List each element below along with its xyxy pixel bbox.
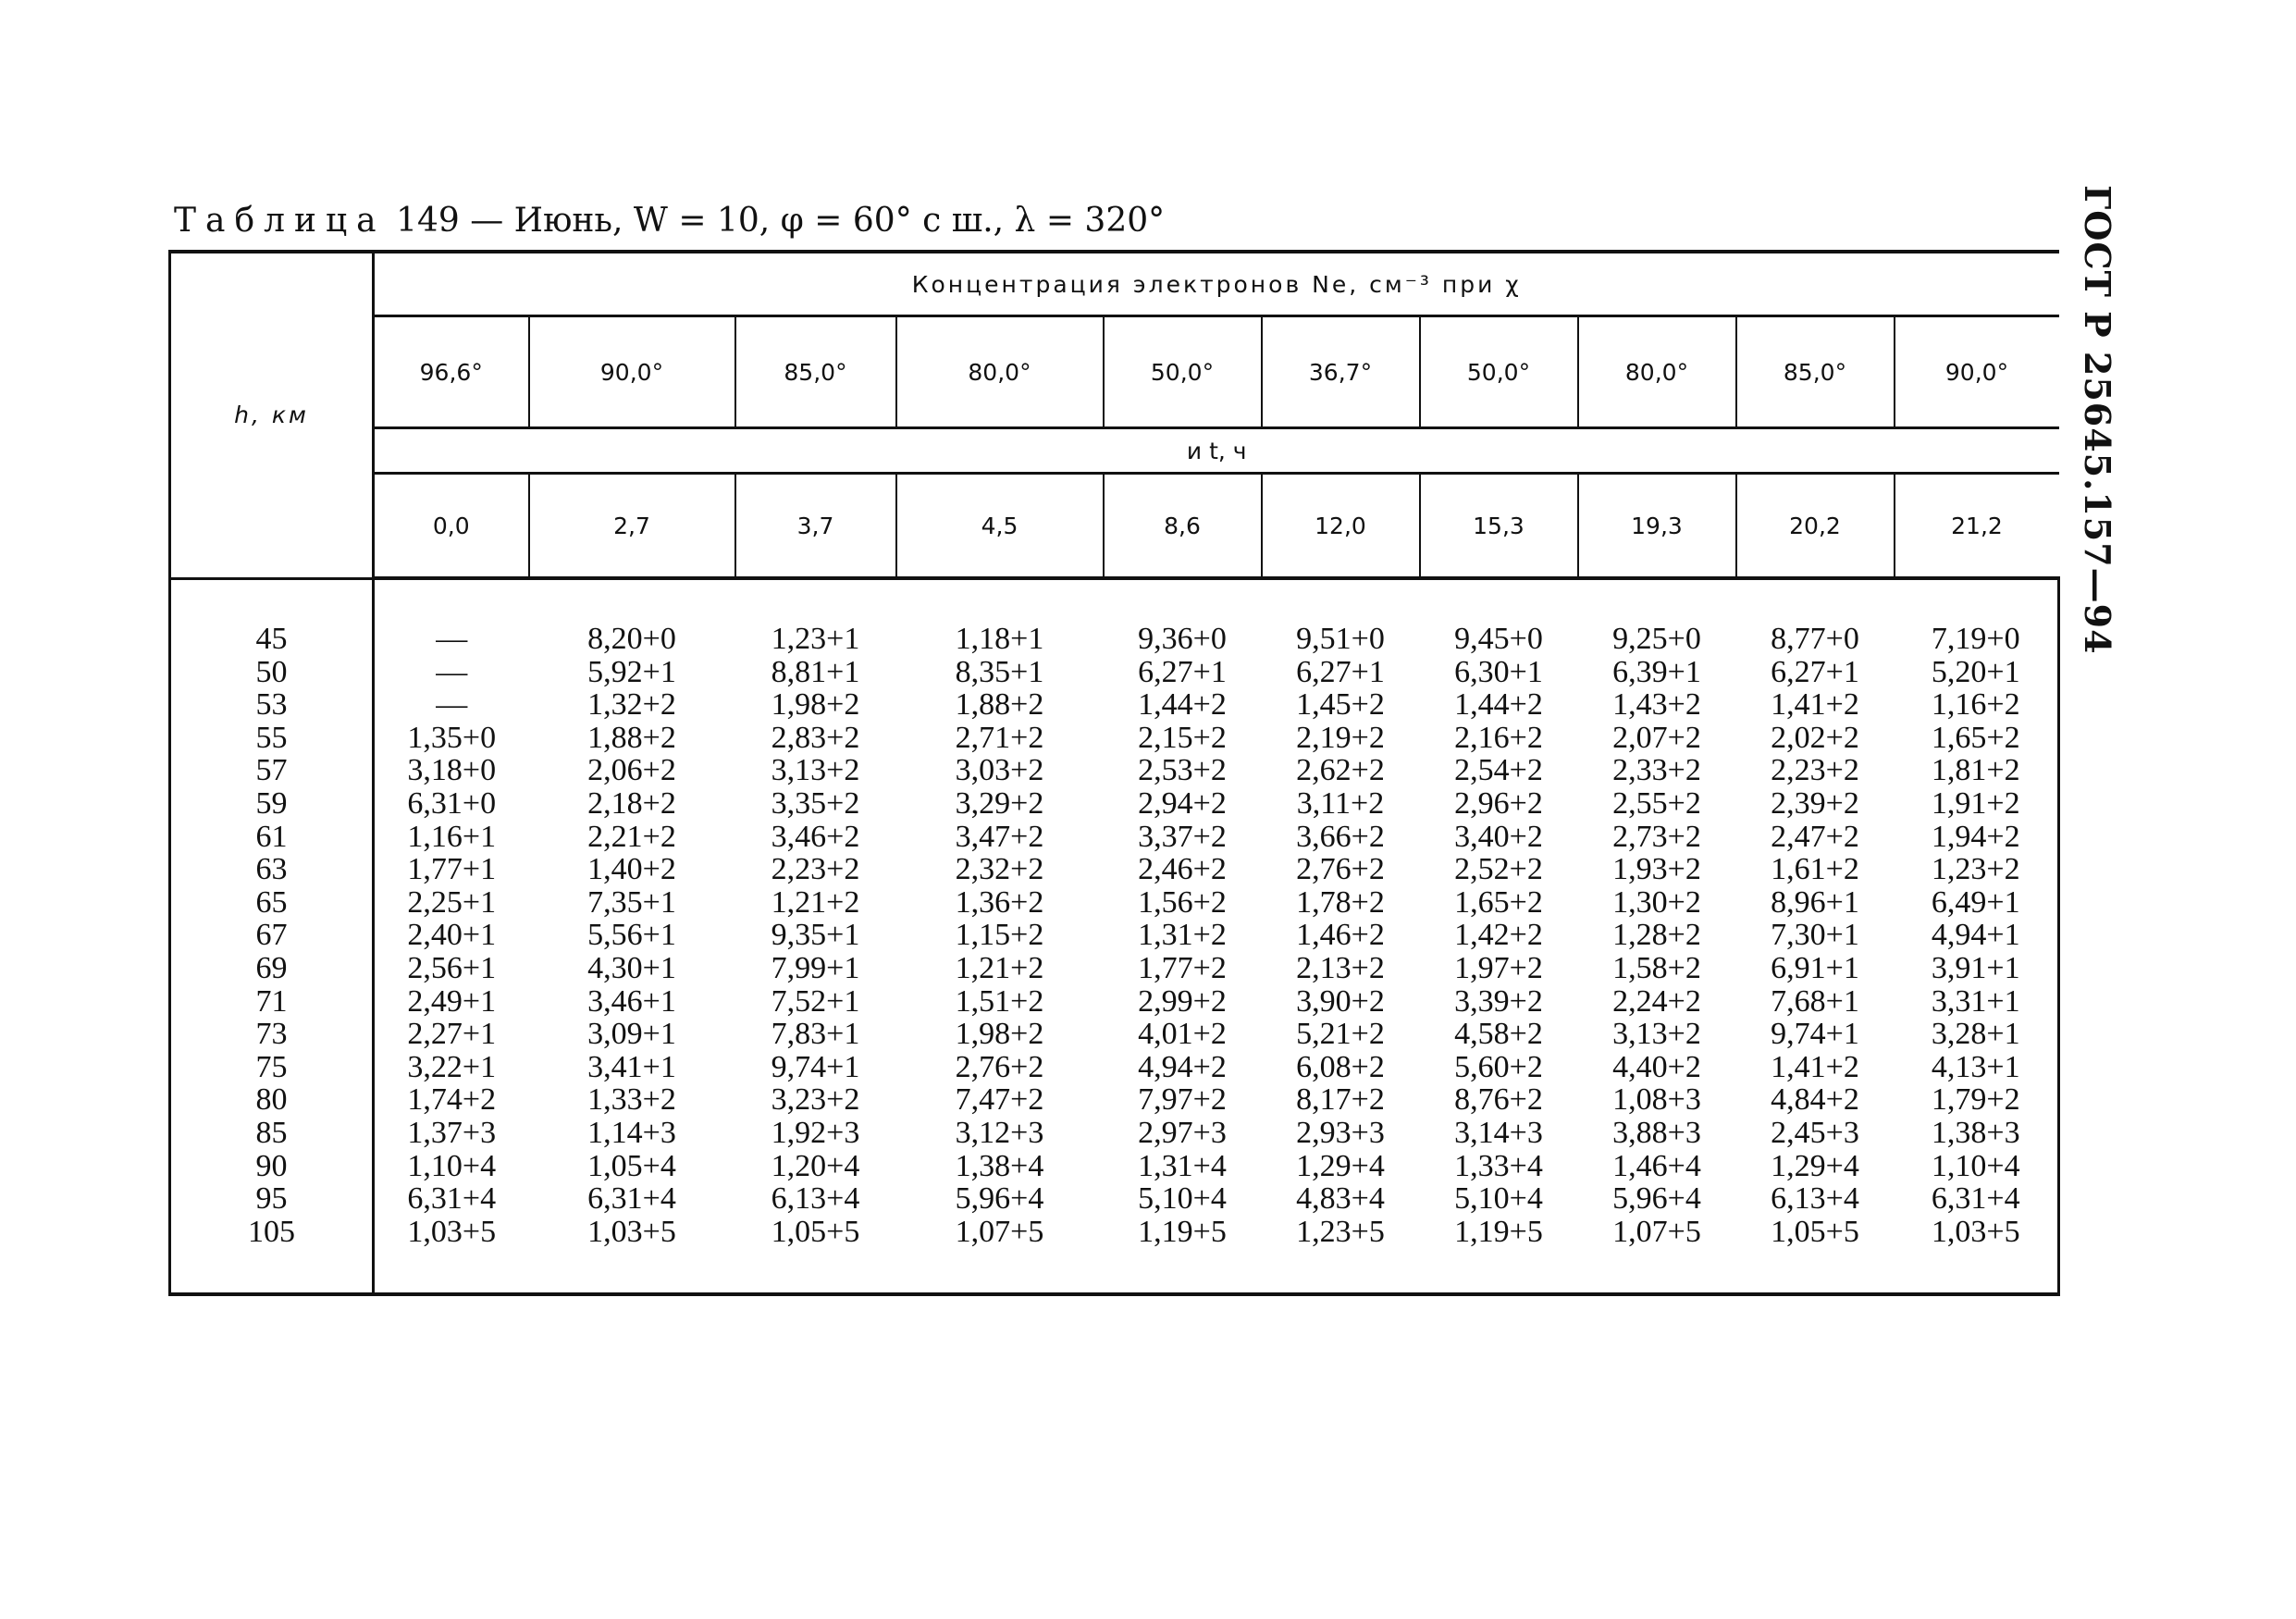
concentration-cell: — <box>436 654 468 689</box>
altitude-cell: 55 <box>170 722 374 755</box>
table-row <box>170 886 2059 920</box>
concentration-cell: 8,20+0 <box>587 622 676 656</box>
concentration-cell: 6,13+4 <box>1771 1181 1859 1217</box>
concentration-cell: 1,21+2 <box>771 884 860 920</box>
concentration-cell: 3,41+1 <box>587 1049 676 1084</box>
concentration-cell: 6,13+4 <box>771 1181 860 1217</box>
concentration-cell: 1,23+5 <box>1296 1214 1385 1249</box>
concentration-cell: 3,09+1 <box>587 1017 676 1052</box>
concentration-cell: 1,78+2 <box>1296 884 1385 920</box>
concentration-cell: 3,46+1 <box>587 983 676 1019</box>
concentration-cell: 1,35+0 <box>407 720 497 755</box>
concentration-cell: 3,13+2 <box>771 753 860 788</box>
concentration-cell: 2,27+1 <box>407 1017 497 1052</box>
time-group-header: и t, ч <box>374 428 2059 474</box>
concentration-cell: 1,65+2 <box>1454 884 1543 920</box>
concentration-cell: 3,39+2 <box>1454 983 1543 1019</box>
concentration-cell: 1,98+2 <box>771 687 860 723</box>
concentration-cell: 7,30+1 <box>1771 918 1859 953</box>
electron-concentration-table <box>168 250 2060 1296</box>
altitude-cell: 57 <box>170 754 374 787</box>
concentration-cell: 8,17+2 <box>1296 1082 1385 1118</box>
table-body <box>170 578 2059 1294</box>
concentration-cell: 2,18+2 <box>587 785 676 821</box>
concentration-cell: 1,03+5 <box>587 1214 676 1249</box>
concentration-cell: 1,42+2 <box>1454 918 1543 953</box>
concentration-cell: 1,08+3 <box>1612 1082 1701 1118</box>
concentration-cell: 1,36+2 <box>955 884 1044 920</box>
concentration-cell: 2,15+2 <box>1138 720 1227 755</box>
concentration-cell: 1,05+4 <box>587 1148 676 1183</box>
concentration-cell: 1,81+2 <box>1895 754 2059 787</box>
concentration-cell: 7,99+1 <box>771 950 860 985</box>
concentration-cell: 3,91+1 <box>1895 952 2059 985</box>
concentration-cell: 2,52+2 <box>1454 852 1543 887</box>
chi-header-cell: 50,0° <box>1420 316 1578 428</box>
concentration-cell: 1,91+2 <box>1895 787 2059 821</box>
concentration-cell: 2,97+3 <box>1138 1115 1227 1150</box>
concentration-cell: 7,47+2 <box>955 1082 1044 1118</box>
time-header-cell: 19,3 <box>1578 474 1736 579</box>
concentration-cell: 1,07+5 <box>955 1214 1044 1249</box>
table-row <box>170 919 2059 952</box>
concentration-cell: 1,20+4 <box>771 1148 860 1183</box>
time-header-cell: 20,2 <box>1736 474 1895 579</box>
concentration-cell: 4,94+2 <box>1138 1049 1227 1084</box>
concentration-cell: 3,13+2 <box>1612 1017 1701 1052</box>
concentration-cell: 2,49+1 <box>407 983 497 1019</box>
table-row <box>170 1150 2059 1183</box>
concentration-cell: 1,77+1 <box>407 852 497 887</box>
time-header-cell: 15,3 <box>1420 474 1578 579</box>
concentration-cell: 1,28+2 <box>1612 918 1701 953</box>
concentration-cell: 3,12+3 <box>955 1115 1044 1150</box>
concentration-cell: 1,10+4 <box>407 1148 497 1183</box>
concentration-cell: 2,13+2 <box>1296 950 1385 985</box>
concentration-cell: 2,47+2 <box>1771 819 1859 854</box>
table-row <box>170 578 2059 656</box>
concentration-cell: 2,06+2 <box>587 753 676 788</box>
concentration-cell: 1,97+2 <box>1454 950 1543 985</box>
concentration-cell: 5,10+4 <box>1454 1181 1543 1217</box>
concentration-cell: 2,02+2 <box>1771 720 1859 755</box>
concentration-cell: 6,27+1 <box>1138 654 1227 689</box>
concentration-cell: 3,88+3 <box>1612 1115 1701 1150</box>
concentration-cell: 1,29+4 <box>1296 1148 1385 1183</box>
altitude-cell: 73 <box>170 1018 374 1051</box>
table-row <box>170 1083 2059 1117</box>
concentration-cell: 1,65+2 <box>1895 722 2059 755</box>
concentration-cell: 5,96+4 <box>1612 1181 1701 1217</box>
concentration-cell: 1,05+5 <box>771 1214 860 1249</box>
concentration-cell: 2,56+1 <box>407 950 497 985</box>
concentration-cell: 6,27+1 <box>1296 654 1385 689</box>
table-row <box>170 853 2059 886</box>
concentration-cell: 6,31+4 <box>587 1181 676 1217</box>
concentration-cell: 4,84+2 <box>1771 1082 1859 1118</box>
concentration-cell: 1,31+2 <box>1138 918 1227 953</box>
concentration-cell: 1,23+1 <box>771 622 860 656</box>
concentration-cell: 2,76+2 <box>1296 852 1385 887</box>
concentration-cell: 2,33+2 <box>1612 753 1701 788</box>
concentration-cell: 1,32+2 <box>587 687 676 723</box>
concentration-cell: 7,19+0 <box>1895 578 2059 656</box>
concentration-cell: 2,23+2 <box>1771 753 1859 788</box>
concentration-cell: 2,07+2 <box>1612 720 1701 755</box>
concentration-cell: 3,37+2 <box>1138 819 1227 854</box>
altitude-cell: 63 <box>170 853 374 886</box>
concentration-cell: 2,93+3 <box>1296 1115 1385 1150</box>
concentration-cell: 2,39+2 <box>1771 785 1859 821</box>
concentration-cell: 8,35+1 <box>955 654 1044 689</box>
table-row <box>170 1117 2059 1150</box>
altitude-cell: 90 <box>170 1150 374 1183</box>
concentration-cell: 1,77+2 <box>1138 950 1227 985</box>
chi-header-cell: 90,0° <box>1895 316 2059 428</box>
concentration-cell: 1,07+5 <box>1612 1214 1701 1249</box>
table-row <box>170 722 2059 755</box>
altitude-cell: 80 <box>170 1083 374 1117</box>
concentration-cell: 1,29+4 <box>1771 1148 1859 1183</box>
concentration-cell: 2,45+3 <box>1771 1115 1859 1150</box>
concentration-cell: 3,28+1 <box>1895 1018 2059 1051</box>
concentration-cell: 4,58+2 <box>1454 1017 1543 1052</box>
concentration-cell: 2,62+2 <box>1296 753 1385 788</box>
altitude-cell: 71 <box>170 985 374 1019</box>
time-header-cell: 21,2 <box>1895 474 2059 579</box>
table-row <box>170 688 2059 722</box>
table-row <box>170 1018 2059 1051</box>
concentration-cell: 3,31+1 <box>1895 985 2059 1019</box>
concentration-cell: 2,71+2 <box>955 720 1044 755</box>
concentration-cell: 8,76+2 <box>1454 1082 1543 1118</box>
local-time-row <box>170 474 2059 579</box>
concentration-cell: 6,31+0 <box>407 785 497 821</box>
altitude-cell: 53 <box>170 688 374 722</box>
concentration-cell: 2,32+2 <box>955 852 1044 887</box>
altitude-cell: 67 <box>170 919 374 952</box>
concentration-cell: 9,51+0 <box>1296 622 1385 656</box>
concentration-cell: 2,73+2 <box>1612 819 1701 854</box>
concentration-cell: 1,98+2 <box>955 1017 1044 1052</box>
chi-header-cell: 80,0° <box>1578 316 1736 428</box>
concentration-cell: 1,61+2 <box>1771 852 1859 887</box>
concentration-cell: 2,94+2 <box>1138 785 1227 821</box>
concentration-cell: 1,19+5 <box>1138 1214 1227 1249</box>
concentration-cell: 1,03+5 <box>407 1214 497 1249</box>
altitude-header: h, км <box>170 252 374 578</box>
concentration-cell: 6,08+2 <box>1296 1049 1385 1084</box>
concentration-cell: 4,83+4 <box>1296 1181 1385 1217</box>
concentration-cell: 2,54+2 <box>1454 753 1543 788</box>
concentration-cell: 1,56+2 <box>1138 884 1227 920</box>
time-header-cell: 3,7 <box>735 474 896 579</box>
time-header-cell: 8,6 <box>1104 474 1262 579</box>
concentration-cell: 1,94+2 <box>1895 821 2059 854</box>
altitude-cell: 59 <box>170 787 374 821</box>
concentration-cell: 3,35+2 <box>771 785 860 821</box>
concentration-cell: 2,76+2 <box>955 1049 1044 1084</box>
concentration-cell: 8,96+1 <box>1771 884 1859 920</box>
concentration-cell: 2,23+2 <box>771 852 860 887</box>
concentration-cell: 1,33+4 <box>1454 1148 1543 1183</box>
concentration-cell: 2,40+1 <box>407 918 497 953</box>
altitude-cell: 69 <box>170 952 374 985</box>
concentration-cell: 3,11+2 <box>1296 785 1385 821</box>
concentration-cell: 7,52+1 <box>771 983 860 1019</box>
table-row <box>170 1182 2059 1216</box>
concentration-cell: 2,83+2 <box>771 720 860 755</box>
concentration-cell: 5,20+1 <box>1895 656 2059 689</box>
concentration-cell: 2,96+2 <box>1454 785 1543 821</box>
zenith-angle-row <box>170 316 2059 428</box>
altitude-cell: 95 <box>170 1182 374 1216</box>
concentration-cell: 1,74+2 <box>407 1082 497 1118</box>
chi-header-cell: 90,0° <box>529 316 735 428</box>
concentration-cell: 5,21+2 <box>1296 1017 1385 1052</box>
concentration-cell: 4,94+1 <box>1895 919 2059 952</box>
concentration-cell: 9,74+1 <box>771 1049 860 1084</box>
chi-header-cell: 80,0° <box>896 316 1104 428</box>
concentration-cell: 4,30+1 <box>587 950 676 985</box>
concentration-cell: 2,25+1 <box>407 884 497 920</box>
concentration-cell: 3,03+2 <box>955 753 1044 788</box>
time-header-cell: 2,7 <box>529 474 735 579</box>
concentration-cell: 3,46+2 <box>771 819 860 854</box>
concentration-cell: 1,44+2 <box>1454 687 1543 723</box>
concentration-cell: 7,83+1 <box>771 1017 860 1052</box>
concentration-cell: 5,96+4 <box>955 1181 1044 1217</box>
concentration-cell: 2,55+2 <box>1612 785 1701 821</box>
concentration-cell: 1,58+2 <box>1612 950 1701 985</box>
concentration-cell: 1,18+1 <box>955 622 1044 656</box>
concentration-cell: 4,01+2 <box>1138 1017 1227 1052</box>
concentration-cell: 1,19+5 <box>1454 1214 1543 1249</box>
concentration-cell: 5,60+2 <box>1454 1049 1543 1084</box>
concentration-cell: 6,30+1 <box>1454 654 1543 689</box>
concentration-cell: 1,21+2 <box>955 950 1044 985</box>
concentration-cell: 2,53+2 <box>1138 753 1227 788</box>
concentration-cell: 9,74+1 <box>1771 1017 1859 1052</box>
concentration-cell: 1,79+2 <box>1895 1083 2059 1117</box>
concentration-cell: 9,36+0 <box>1138 622 1227 656</box>
concentration-cell: 2,46+2 <box>1138 852 1227 887</box>
concentration-cell: 1,44+2 <box>1138 687 1227 723</box>
concentration-cell: 7,97+2 <box>1138 1082 1227 1118</box>
chi-header-cell: 50,0° <box>1104 316 1262 428</box>
concentration-cell: 1,23+2 <box>1895 853 2059 886</box>
table-row <box>170 821 2059 854</box>
concentration-cell: 5,56+1 <box>587 918 676 953</box>
concentration-cell: 1,88+2 <box>955 687 1044 723</box>
concentration-cell: 1,33+2 <box>587 1082 676 1118</box>
concentration-cell: 6,31+4 <box>1895 1182 2059 1216</box>
table-row <box>170 754 2059 787</box>
concentration-cell: 1,41+2 <box>1771 687 1859 723</box>
altitude-cell: 61 <box>170 821 374 854</box>
concentration-cell: 1,16+1 <box>407 819 497 854</box>
concentration-cell: — <box>436 622 468 656</box>
concentration-cell: 3,47+2 <box>955 819 1044 854</box>
table-row <box>170 787 2059 821</box>
concentration-cell: 2,21+2 <box>587 819 676 854</box>
time-header-cell: 4,5 <box>896 474 1104 579</box>
chi-header-cell: 85,0° <box>735 316 896 428</box>
concentration-cell: 1,51+2 <box>955 983 1044 1019</box>
concentration-cell: 1,30+2 <box>1612 884 1701 920</box>
concentration-cell: 3,29+2 <box>955 785 1044 821</box>
concentration-cell: — <box>436 687 468 723</box>
concentration-cell: 4,13+1 <box>1895 1051 2059 1084</box>
table-row <box>170 985 2059 1019</box>
concentration-cell: 1,93+2 <box>1612 852 1701 887</box>
concentration-cell: 3,18+0 <box>407 753 497 788</box>
caption-prefix: Таблица <box>174 202 386 240</box>
concentration-cell: 1,88+2 <box>587 720 676 755</box>
concentration-cell: 1,14+3 <box>587 1115 676 1150</box>
table-row <box>170 656 2059 689</box>
concentration-cell: 3,14+3 <box>1454 1115 1543 1150</box>
caption-text: 149 — Июнь, W = 10, φ = 60° с ш., λ = 320° <box>396 202 1166 240</box>
concentration-cell: 1,38+4 <box>955 1148 1044 1183</box>
concentration-cell: 1,31+4 <box>1138 1148 1227 1183</box>
time-header-cell: 12,0 <box>1262 474 1420 579</box>
concentration-cell: 1,40+2 <box>587 852 676 887</box>
table-header <box>170 252 2059 578</box>
concentration-cell: 1,05+5 <box>1771 1214 1859 1249</box>
concentration-cell: 2,24+2 <box>1612 983 1701 1019</box>
altitude-cell: 85 <box>170 1117 374 1150</box>
concentration-cell: 1,37+3 <box>407 1115 497 1150</box>
concentration-cell: 4,40+2 <box>1612 1049 1701 1084</box>
concentration-cell: 6,31+4 <box>407 1181 497 1217</box>
altitude-cell: 105 <box>170 1216 374 1295</box>
concentration-cell: 1,43+2 <box>1612 687 1701 723</box>
table-row <box>170 1051 2059 1084</box>
altitude-cell: 50 <box>170 656 374 689</box>
chi-header-cell: 85,0° <box>1736 316 1895 428</box>
concentration-cell: 1,41+2 <box>1771 1049 1859 1084</box>
concentration-cell: 9,45+0 <box>1454 622 1543 656</box>
concentration-cell: 1,10+4 <box>1895 1150 2059 1183</box>
concentration-cell: 6,39+1 <box>1612 654 1701 689</box>
concentration-cell: 6,49+1 <box>1895 886 2059 920</box>
concentration-cell: 6,91+1 <box>1771 950 1859 985</box>
concentration-cell: 1,38+3 <box>1895 1117 2059 1150</box>
concentration-cell: 6,27+1 <box>1771 654 1859 689</box>
table-row <box>170 952 2059 985</box>
concentration-cell: 7,35+1 <box>587 884 676 920</box>
concentration-cell: 5,10+4 <box>1138 1181 1227 1217</box>
chi-header-cell: 96,6° <box>374 316 529 428</box>
concentration-cell: 1,16+2 <box>1895 688 2059 722</box>
concentration-cell: 8,77+0 <box>1771 622 1859 656</box>
concentration-cell: 2,16+2 <box>1454 720 1543 755</box>
concentration-cell: 2,99+2 <box>1138 983 1227 1019</box>
concentration-cell: 1,03+5 <box>1895 1216 2059 1295</box>
table-row <box>170 1216 2059 1295</box>
concentration-cell: 9,35+1 <box>771 918 860 953</box>
table-caption <box>174 202 1165 240</box>
concentration-cell: 2,19+2 <box>1296 720 1385 755</box>
chi-header-cell: 36,7° <box>1262 316 1420 428</box>
concentration-cell: 3,90+2 <box>1296 983 1385 1019</box>
concentration-cell: 3,66+2 <box>1296 819 1385 854</box>
altitude-cell: 45 <box>170 578 374 656</box>
concentration-cell: 7,68+1 <box>1771 983 1859 1019</box>
time-header-cell: 0,0 <box>374 474 529 579</box>
concentration-cell: 5,92+1 <box>587 654 676 689</box>
altitude-cell: 75 <box>170 1051 374 1084</box>
concentration-cell: 1,92+3 <box>771 1115 860 1150</box>
concentration-cell: 1,46+4 <box>1612 1148 1701 1183</box>
concentration-group-header: Концентрация электронов Ne, см⁻³ при χ <box>374 252 2059 316</box>
concentration-cell: 3,22+1 <box>407 1049 497 1084</box>
concentration-cell: 1,15+2 <box>955 918 1044 953</box>
concentration-cell: 1,46+2 <box>1296 918 1385 953</box>
concentration-cell: 9,25+0 <box>1612 622 1701 656</box>
altitude-cell: 65 <box>170 886 374 920</box>
concentration-cell: 1,45+2 <box>1296 687 1385 723</box>
concentration-cell: 3,40+2 <box>1454 819 1543 854</box>
concentration-cell: 8,81+1 <box>771 654 860 689</box>
concentration-cell: 3,23+2 <box>771 1082 860 1118</box>
document-code: ГОСТ Р 25645.157—94 <box>2077 185 2118 655</box>
